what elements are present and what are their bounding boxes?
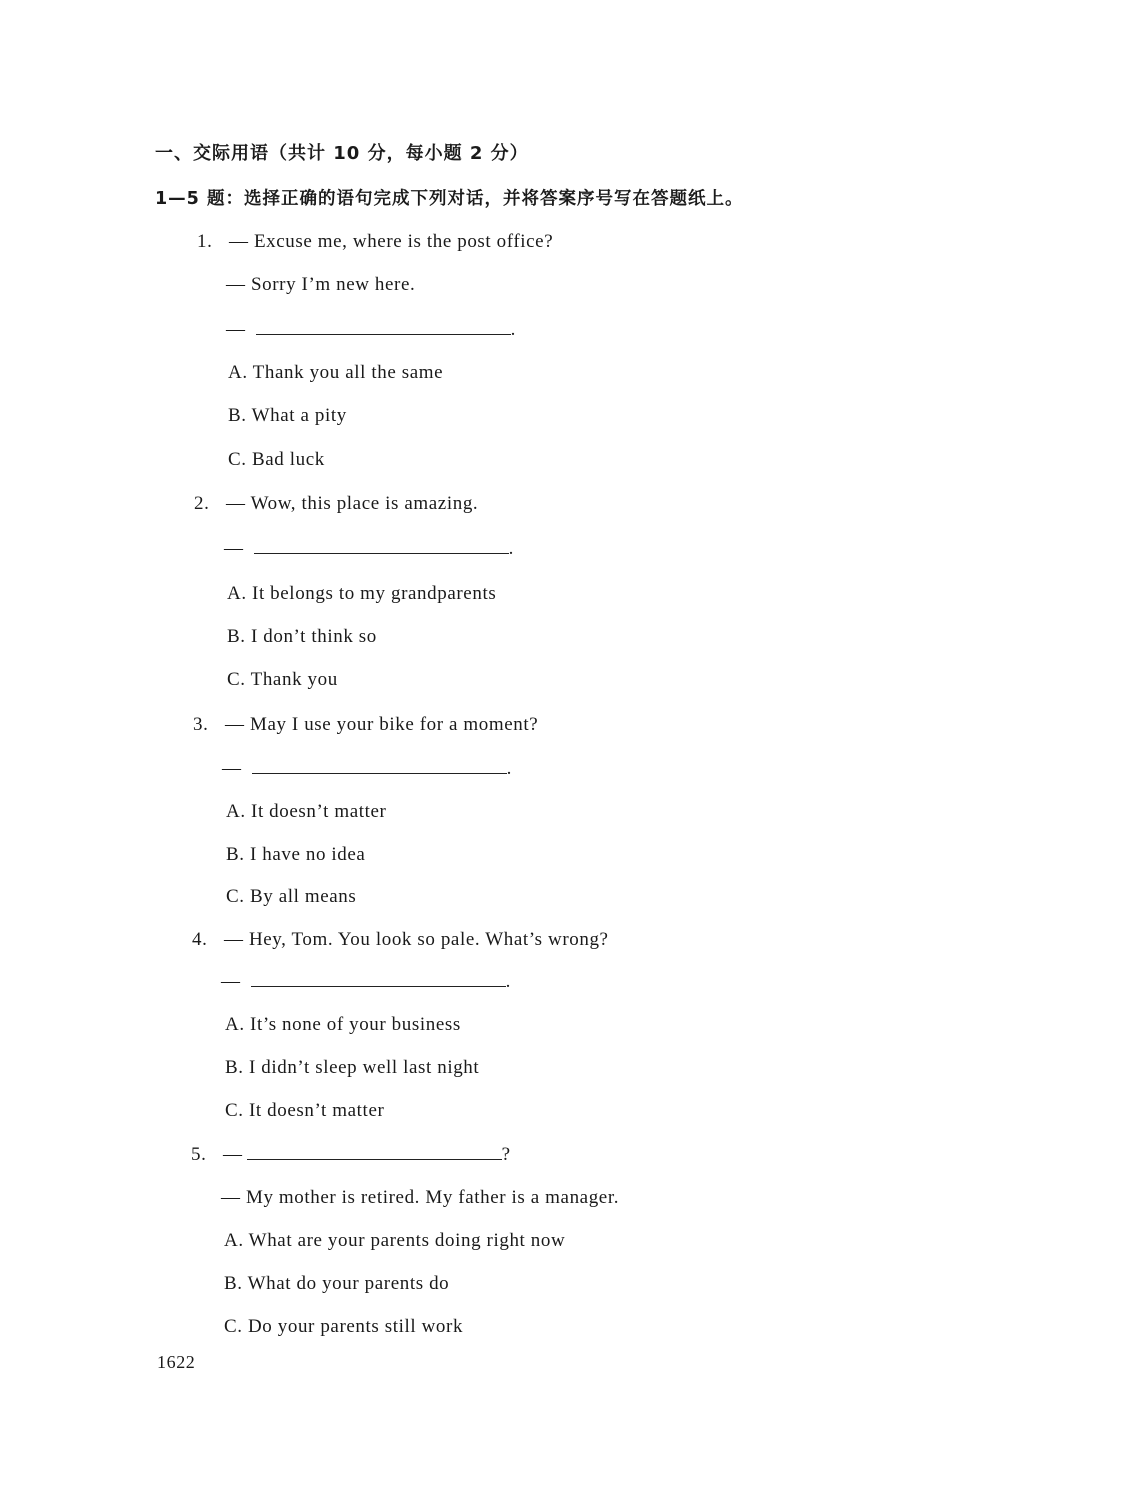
question-1-option-a: A. Thank you all the same [228,362,444,383]
question-1-reply: — Sorry I’m new here. [226,274,416,295]
question-1-prompt-line [197,230,553,254]
blank-dash: — [223,1144,243,1165]
question-4-answer-blank [221,970,511,994]
question-prompt: — Wow, this place is amazing. [226,493,479,514]
question-prompt: — Hey, Tom. You look so pale. What’s wrong? [224,929,609,950]
question-3-prompt-line [193,713,538,737]
question-2-prompt-line [194,492,478,516]
blank-dash: — [224,538,244,559]
question-number: 2. [194,493,210,514]
question-prompt: — Excuse me, where is the post office? [229,231,554,252]
question-4-option-c: C. It doesn’t matter [225,1100,385,1121]
question-1-option-c: C. Bad luck [228,449,325,470]
blank-line [252,759,507,774]
page-number: 1622 [157,1352,196,1372]
question-5-option-b: B. What do your parents do [224,1273,450,1294]
question-5-option-c: C. Do your parents still work [224,1316,464,1337]
question-3-option-a: A. It doesn’t matter [226,801,387,822]
blank-line [256,320,511,335]
blank-line [247,1145,502,1160]
section-heading: 一、交际用语（共计 10 分，每小题 2 分） [155,143,529,164]
question-5-reply: — My mother is retired. My father is a manager. [221,1187,620,1208]
blank-end-punctuation: . [510,319,516,340]
blank-dash: — [226,319,246,340]
question-4-option-a: A. It’s none of your business [225,1014,461,1035]
question-prompt: — May I use your bike for a moment? [225,714,539,735]
question-2-answer-blank [224,537,514,561]
blank-end-punctuation: . [506,758,512,779]
blank-end-punctuation: . [508,538,514,559]
question-1-answer-blank [226,318,516,342]
question-3-answer-blank [222,757,512,781]
section-instruction: 1—5 题：选择正确的语句完成下列对话，并将答案序号写在答题纸上。 [155,189,744,209]
question-1-option-b: B. What a pity [228,405,347,426]
blank-end-punctuation: ? [501,1144,511,1165]
question-number: 4. [192,929,208,950]
blank-line [251,972,506,987]
question-number: 1. [197,231,213,252]
blank-end-punctuation: . [505,971,511,992]
question-2-option-b: B. I don’t think so [227,626,377,647]
question-5-option-a: A. What are your parents doing right now [224,1230,566,1251]
question-4-prompt-line [192,928,609,952]
blank-line [254,539,509,554]
blank-dash: — [221,971,241,992]
question-4-option-b: B. I didn’t sleep well last night [225,1057,480,1078]
question-number: 5. [191,1144,207,1165]
question-3-option-b: B. I have no idea [226,844,366,865]
question-2-option-a: A. It belongs to my grandparents [227,583,497,604]
question-3-option-c: C. By all means [226,886,357,907]
question-5-prompt-line [191,1143,511,1167]
blank-dash: — [222,758,242,779]
question-2-option-c: C. Thank you [227,669,338,690]
question-number: 3. [193,714,209,735]
